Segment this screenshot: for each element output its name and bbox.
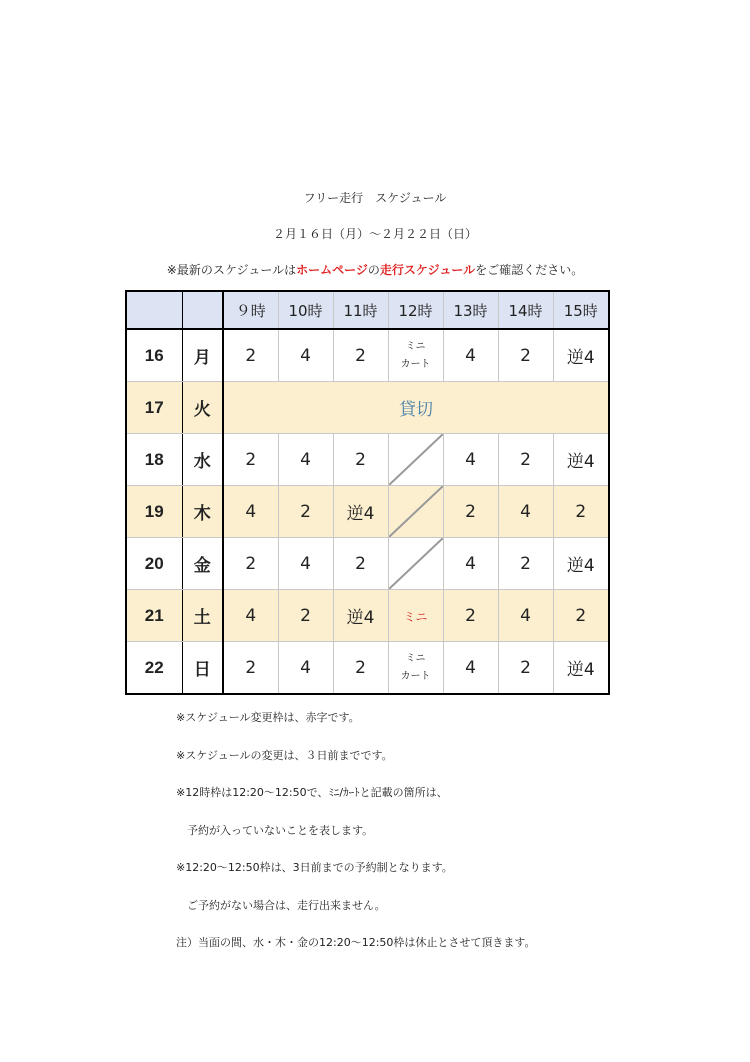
note-item: ※スケジュール変更枠は、赤字です。	[176, 711, 360, 724]
slot-value: 2	[333, 642, 388, 695]
slot-value: 4	[498, 486, 553, 538]
notes-list	[176, 706, 536, 969]
slot-value: 2	[498, 329, 553, 382]
note-item: ※12:20～12:50枠は、3日前までの予約制となります。	[176, 861, 453, 874]
diagonal-slash-icon	[389, 486, 443, 537]
schedule-row	[126, 382, 609, 434]
slot-minicart	[388, 329, 443, 382]
day-number: 18	[126, 434, 182, 486]
slot-value: 逆4	[553, 642, 609, 695]
diagonal-slash-icon	[389, 434, 443, 485]
note-item: 予約が入っていないことを表します。	[176, 823, 374, 837]
slot-value: 4	[278, 642, 333, 695]
day-of-week: 火	[182, 382, 223, 434]
slot-value: 2	[498, 642, 553, 695]
slot-value: 逆4	[333, 590, 388, 642]
slot-value: 2	[443, 486, 498, 538]
slot-value: 2	[278, 590, 333, 642]
slot-value: 4	[278, 538, 333, 590]
slot-value: 4	[443, 538, 498, 590]
diagonal-slash-icon	[389, 538, 443, 589]
notice-part-1: ※最新のスケジュールは	[166, 263, 297, 277]
slot-value: 2	[278, 486, 333, 538]
day-of-week: 月	[182, 329, 223, 382]
slot-value: 2	[333, 329, 388, 382]
slot-value: 4	[443, 434, 498, 486]
minicart-label: カート	[400, 358, 431, 370]
schedule-row	[126, 590, 609, 642]
changed-slot-label: ミニ	[403, 609, 428, 624]
date-range: ２月１６日（月）～２月２２日（日）	[272, 227, 477, 241]
day-number: 20	[126, 538, 182, 590]
slot-value: 4	[278, 329, 333, 382]
hour-header: 10時	[278, 291, 333, 329]
slot-changed	[388, 590, 443, 642]
slot-value: 2	[333, 434, 388, 486]
schedule-row	[126, 486, 609, 538]
slot-value: 2	[223, 642, 278, 695]
slot-value: 2	[498, 538, 553, 590]
slot-closed-slash	[388, 538, 443, 590]
day-of-week: 木	[182, 486, 223, 538]
hour-header: 14時	[498, 291, 553, 329]
corner-cell	[182, 291, 223, 329]
day-of-week: 土	[182, 590, 223, 642]
day-number: 16	[126, 329, 182, 382]
minicart-label: カート	[400, 670, 431, 682]
slot-value: 2	[443, 590, 498, 642]
slot-value: 4	[278, 434, 333, 486]
minicart-label: ミニ	[405, 652, 426, 664]
hour-header: 13時	[443, 291, 498, 329]
day-number: 17	[126, 382, 182, 434]
homepage-link-text: ホームページ	[296, 263, 368, 277]
slot-value: 2	[223, 538, 278, 590]
notice-part-2: の	[367, 263, 380, 277]
note-item: ご予約がない場合は、走行出来ません。	[176, 898, 386, 912]
slot-value: 2	[498, 434, 553, 486]
hour-header: 11時	[333, 291, 388, 329]
slot-closed-slash	[388, 486, 443, 538]
day-of-week: 日	[182, 642, 223, 695]
slot-value: 4	[223, 590, 278, 642]
slot-value: 2	[553, 486, 609, 538]
day-number: 22	[126, 642, 182, 695]
hour-header: 15時	[553, 291, 609, 329]
notice-part-3: をご確認ください。	[475, 263, 584, 277]
note-item: ※スケジュールの変更は、３日前までです。	[176, 748, 393, 762]
schedule-row	[126, 329, 609, 382]
slot-value: 4	[443, 329, 498, 382]
slot-value: 2	[553, 590, 609, 642]
slot-value: 2	[223, 434, 278, 486]
schedule-row	[126, 434, 609, 486]
schedule-row	[126, 538, 609, 590]
schedule-text: 走行スケジュール	[379, 263, 476, 277]
slot-value: 4	[443, 642, 498, 695]
notice-text	[0, 261, 750, 278]
slot-value: 逆4	[553, 434, 609, 486]
closed-label: 貸切	[223, 382, 609, 434]
corner-cell	[126, 291, 182, 329]
day-number: 19	[126, 486, 182, 538]
day-number: 21	[126, 590, 182, 642]
hour-header: ９時	[223, 291, 278, 329]
day-of-week: 水	[182, 434, 223, 486]
slot-minicart	[388, 642, 443, 695]
note-item: ※12時枠は12:20～12:50で、ﾐﾆ/ｶｰﾄと記載の箇所は、	[176, 786, 448, 799]
header-row	[126, 291, 609, 329]
slot-value: 逆4	[553, 538, 609, 590]
note-item: 注）当面の間、水・木・金の12:20～12:50枠は休止とさせて頂きます。	[176, 936, 536, 949]
hour-header: 12時	[388, 291, 443, 329]
schedule-table	[125, 290, 610, 695]
day-of-week: 金	[182, 538, 223, 590]
slot-value: 2	[333, 538, 388, 590]
slot-value: 4	[223, 486, 278, 538]
slot-value: 逆4	[333, 486, 388, 538]
slot-value: 2	[223, 329, 278, 382]
slot-value: 4	[498, 590, 553, 642]
slot-closed-slash	[388, 434, 443, 486]
minicart-label: ミニ	[405, 340, 426, 352]
page-title: フリー走行 スケジュール	[303, 191, 447, 205]
slot-value: 逆4	[553, 329, 609, 382]
schedule-row	[126, 642, 609, 695]
